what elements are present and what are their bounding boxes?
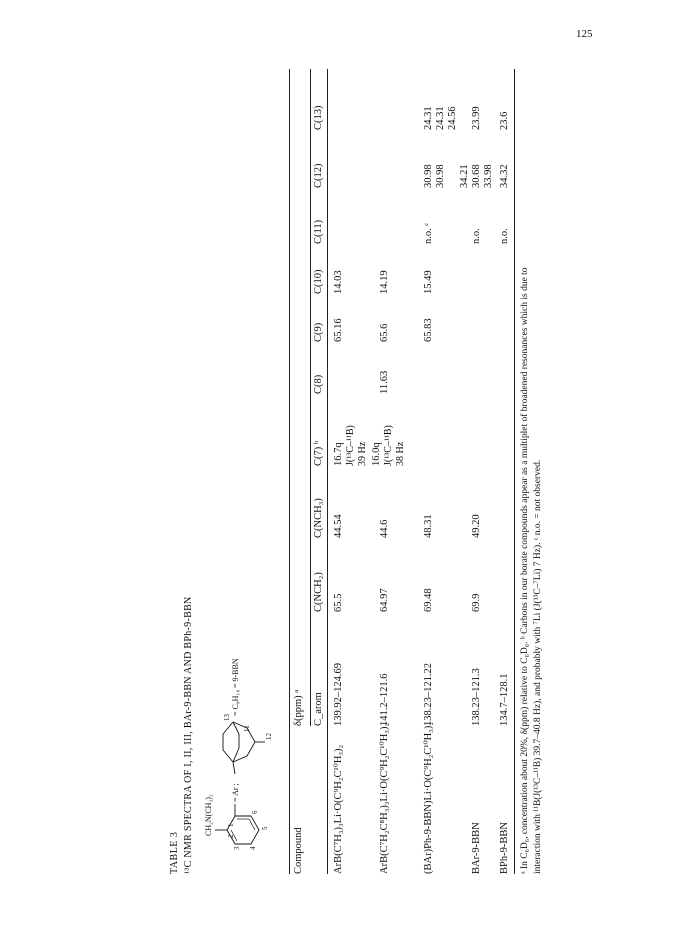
row5-c11: n.o. [499, 228, 510, 244]
row3-c-nch3: 48.31 [423, 514, 434, 538]
row1-c7-line1: 16.7q [333, 442, 344, 466]
row2-c7-line1: 16.0q [371, 442, 382, 466]
header-c11: C(11) [313, 219, 324, 244]
row4-c-nch2: 69.9 [471, 593, 482, 612]
row4-c12-c: 33.98 [483, 164, 494, 188]
header-c-arom: C_arom [313, 692, 324, 726]
row3-c12-b: 30.98 [435, 164, 446, 188]
header-c12: C(12) [313, 163, 324, 188]
row4-c13: 23.99 [471, 106, 482, 130]
header-c7: C(7) ᵇ [313, 440, 324, 466]
row3-c10: 15.49 [423, 270, 434, 294]
row3-c11: n.o. ᶜ [423, 222, 434, 244]
table-region [165, 64, 565, 874]
header-c-nch2: C(NCH₂) [313, 572, 324, 612]
row5-compound: BPh-9-BBN [499, 822, 510, 874]
row2-c7-line2: J(¹³C–¹¹B) [383, 425, 394, 466]
row4-c-nch3: 49.20 [471, 514, 482, 538]
header-rule [327, 69, 328, 874]
row1-c-nch2: 65.5 [333, 593, 344, 612]
table-label: TABLE 3 [169, 831, 180, 874]
bbn-number-12: 12 [265, 733, 273, 740]
row4-c-arom: 138.23–121.3 [471, 668, 482, 726]
row5-c-arom: 134.7–128.1 [499, 673, 510, 726]
row4-compound: BAr-9-BBN [471, 822, 482, 874]
row2-c8: 11.63 [379, 370, 390, 394]
row1-c7-line3: 39 Hz [357, 441, 368, 466]
row2-c10: 14.19 [379, 270, 390, 294]
substituent-label: CH₂N(CH₃)₂ [204, 794, 213, 836]
row3-c13-b: 24.31 [435, 106, 446, 130]
row1-compound: ArB(C⁷H₃)₃Li·O(C⁹H₂C¹⁰H₃)₂ [333, 744, 344, 874]
group-rule [310, 69, 311, 726]
header-delta-group: δ(ppm) ᵃ [293, 689, 304, 726]
row1-c10: 14.03 [333, 270, 344, 294]
top-rule [289, 69, 290, 874]
header-c10: C(10) [313, 269, 324, 294]
header-c8: C(8) [313, 374, 324, 394]
aryl-and-bbn-structure-image [195, 658, 285, 874]
row1-c7-line2: J(¹³C–¹¹B) [345, 425, 356, 466]
page-number: 125 [576, 28, 593, 40]
ring-number-3: 3 [233, 846, 241, 850]
row3-compound: (BAr)Ph-9-BBN)Li·O(C⁹H₂C¹⁰H₃)₂ [423, 721, 434, 874]
row1-c9: 65.16 [333, 318, 344, 342]
ring-number-6: 6 [251, 810, 259, 814]
rotated-table-panel [165, 64, 565, 874]
footnote-line-1: ᵃ In C₆D₆, concentration about 20%, δ(ppm) relative to C₆D₆. ᵇ Carbons in our borate compounds appear as a multiplet of broadened resonances which is due to [520, 267, 530, 874]
row2-compound: ArB(C⁷H₂C⁸H₃)₃Li·O(C⁹H₂C¹⁰H₃)₂ [379, 722, 390, 874]
row3-c12-a: 30.98 [423, 164, 434, 188]
table-title: ¹³C NMR SPECTRA OF I, II, III, BAr-9-BBN AND BPh-9-BBN [183, 596, 194, 874]
row2-c7-line3: 38 Hz [395, 441, 406, 466]
row3-c9: 65.83 [423, 318, 434, 342]
ring-number-5: 5 [261, 826, 269, 830]
header-c13: C(13) [313, 105, 324, 130]
row2-c-arom: 141.2–121.6 [379, 673, 390, 726]
row5-c12: 34.32 [499, 164, 510, 188]
bbn-definition: = C₈H₁₄ = 9-BBN [231, 658, 240, 716]
row1-c-arom: 139.92–124.69 [333, 663, 344, 726]
header-c-nch3: C(NCH₃) [313, 498, 324, 538]
bbn-number-11: 11 [243, 725, 251, 732]
ring-number-4: 4 [249, 846, 257, 850]
row4-c11: n.o. [471, 228, 482, 244]
row5-c13: 23.6 [499, 111, 510, 130]
footnote-line-2: interaction with ¹¹B(J(¹³C–¹¹B) 39.7–40.8 Hz), and probably with ⁷Li (J(¹³C–⁷Li) 7 Hz). ᶜ n.o. = not observed. [533, 459, 543, 874]
bottom-rule [514, 69, 515, 874]
ar-definition: = Ar ; [231, 783, 240, 802]
row3-c13-a: 24.31 [423, 106, 434, 130]
row3-c13-c: 24.56 [447, 106, 458, 130]
row4-c12-b: 30.68 [471, 164, 482, 188]
header-c9: C(9) [313, 322, 324, 342]
bbn-number-13: 13 [223, 714, 231, 721]
row1-c-nch3: 44.54 [333, 514, 344, 538]
ring-number-2: 2 [227, 834, 235, 838]
row4-c12-a: 34.21 [459, 164, 470, 188]
ring-number-1: 1 [227, 823, 235, 827]
row2-c-nch3: 44.6 [379, 519, 390, 538]
table-footnote [519, 74, 545, 874]
row3-c-nch2: 69.48 [423, 588, 434, 612]
row2-c9: 65.6 [379, 323, 390, 342]
header-compound: Compound [293, 827, 304, 874]
structure-drawing [195, 658, 285, 874]
row2-c-nch2: 64.97 [379, 588, 390, 612]
row3-c-arom: 138.23–121.22 [423, 663, 434, 726]
